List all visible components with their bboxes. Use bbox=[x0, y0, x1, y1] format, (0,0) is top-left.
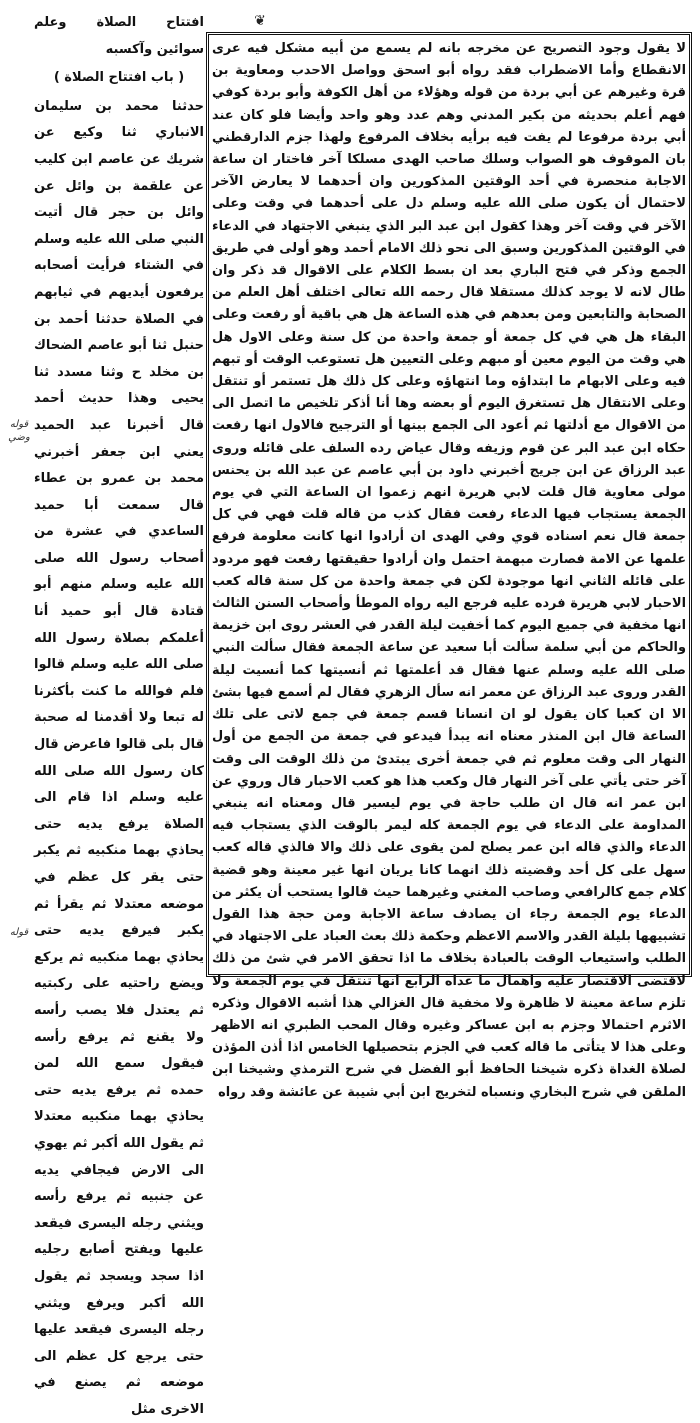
commentary-text: لا يقول وجود التصريح عن مخرجه بانه لم يسمع من أبيه مشكل فيه عرى الانقطاع وأما الاضطراب فقد رواه أبو اسحق وواصل الاحدب ومعاوية بن قرة وغيرهم عن أبي بردة من قوله وهؤلاء من أهل الكوفة وأبو بردة كوفي فهم أعلم بحديثه من بكير المدني وهم عدد وهو واحد وأيضا فلو كان عند أبي بردة مرفوعا لم يفت فيه برأيه بخلاف المرفوع ولهذا جزم الدارقطني بان الموقوف هو الصواب وسلك صاحب الهدى مسلكا آخر فاختار ان ساعة الاجابة منحصرة في أحد الوقتين المذكورين وان أحدهما لا يعارض الآخر لاحتمال أن يكون صلى الله عليه وسلم دل على أحدهما في وقت وعلى الآخر في وقت آخر وهذا كقول ابن عبد البر الذي ينبغي الاجتهاد في الدعاء في الوقتين المذكورين وسبق الى نحو ذلك الامام أحمد وهو أولى في طريق الجمع وذكر في فتح الباري بعد ان بسط الكلام على الاقوال قد ذكر وان طال لانه لا يوجد كذلك مستقلا قال رحمه الله تعالى اختلف أهل العلم من الصحابة والتابعين ومن بعدهم في هذه الساعة هل هي باقية أو رفعت وعلى البقاء هل هي في كل جمعة أو جمعة واحدة من كل سنة وعلى الاول هل هي وقت من اليوم معين أو مبهم وعلى التعيين هل تستوعب الوقت أو تبهم فيه وعلى الابهام ما ابتداؤه وما انتهاؤه وعلى كل ذلك هل تستمر أو تنتقل وعلى الانتقال هل تستغرق اليوم أو بعضه وها أنا أذكر تلخيص ما اتصل الى من الاقوال مع أدلتها ثم أعود الى الجمع بينها أو الترجيح فالاول انها رفعت حكاه ابن عبد البر عن قوم وزيفه وقال عياض رده السلف على قائله وروى عبد الرزاق عن ابن جريج أخبرني داود بن أبي عاصم عن عبد الله بن يحنس مولى معاوية قال قلت لابي هريرة انهم زعموا ان الساعة التي في يوم الجمعة يستجاب فيها الدعاء رفعت فقال كذب من قاله قلت فهي في كل جمعة قال نعم اسناده قوي وفي الهدى ان أرادوا انها كانت معلومة فرفع علمها عن الامة فصارت مبهمة احتمل وان أرادوا حقيقتها رفعت فهو مردود على قائله الثاني انها موجودة لكن في جمعة واحدة من كل سنة قاله كعب الاحبار لابي هريرة فرده عليه فرجع اليه رواه الموطأ وأصحاب السنن الثالث انها مخفية في جميع اليوم كما أخفيت ليلة القدر في العشر روى ابن خزيمة والحاكم من أبي سلمة سألت أبا سعيد عن ساعة الجمعة فقال سألت النبي صلى الله عليه وسلم عنها فقال قد أعلمتها ثم أنسيتها كما أنسيت ليلة القدر وروى عبد الرزاق عن معمر انه سأل الزهري فقال لم أسمع فيها بشئ الا ان كعبا كان يقول لو ان انسانا قسم جمعة في جمع لاتى على تلك الساعة قال ابن المنذر معناه انه يبدأ فيدعو في جمعة من الجمع من أول النهار الى وقت معلوم ثم في جمعة أخرى يبتدئ من ذلك الوقت الى وقت آخر حتى يأتي على آخر النهار قال وكعب هذا هو كعب الاحبار قال وروي عن ابن عمر انه قال ان طلب حاجة في يوم ليسير قال ومعناه انه ينبغي المداومة على الدعاء في يوم الجمعة كله ليمر بالوقت الذي يستجاب فيه الدعاء والذي قاله ابن عمر يصلح لمن يقوى على ذلك والا فالذي قاله كعب سهل على كل أحد وقضيته ذلك انهما كانا يريان انها غير معينة وهو قضية كلام جمع كالرافعي وصاحب المغني وغيرهما حيث قالوا يستحب أن يكثر من الدعاء يوم الجمعة رجاء ان يصادف ساعة الاجابة ومن حجة هذا القول تشبيهها بليلة القدر والاسم الاعظم وحكمة ذلك بعث العباد على الاجتهاد في الطلب واستيعاب الوقت بالعبادة بخلاف ما اذا تحقق الامر في شئ من ذلك لاقتضى الاقتصار عليه واهمال ما عداه الرابع انها تنتقل في يوم الجمعة ولا تلزم ساعة معينة لا ظاهرة ولا مخفية قال الغزالي هذا أشبه الاقوال وذكره الاثرم احتمالا وجزم به ابن عساكر وغيره وقال المحب الطبري انه الاظهر وعلى هذا لا يتأتى ما قاله كعب في الجزم بتحصيلها الخامس اذا أذن المؤذن لصلاة الغداة ذكره شيخنا الحافظ أبو الفضل في شرح الترمذي وشيخنا ابن الملقن في شرح البخاري ونسباه لتخريج ابن أبي شيبة عن عائشة وقد رواه bbox=[212, 41, 686, 1100]
hadith-margin-column bbox=[34, 10, 204, 1417]
chapter-title: ( باب افتتاح الصلاة ) bbox=[53, 70, 185, 86]
side-note-lower: قوله bbox=[9, 927, 29, 938]
commentary-column bbox=[212, 38, 686, 1100]
margin-intro-text: افتتاح الصلاة وعلم سوائين وآكسبه bbox=[34, 15, 204, 57]
margin-hadith-text: حدثنا محمد بن سليمان الانباري ثنا وكيع عن شريك عن عاصم ابن كليب عن علقمة بن وائل عن وائل بن حجر قال أتيت النبي صلى الله عليه وسلم في الشتاء فرأيت أصحابه يرفعون أيديهم في ثيابهم في الصلاة حدثنا أحمد بن حنبل ثنا أبو عاصم الضحاك بن مخلد ح وثنا مسدد ثنا يحيى وهذا حديث أحمد قال أخبرنا عبد الحميد يعني ابن جعفر أخبرني محمد بن عمرو بن عطاء قال سمعت أبا حميد الساعدي في عشرة من أصحاب رسول الله صلى الله عليه وسلم منهم أبو قتادة قال أبو حميد أنا أعلمكم بصلاة رسول الله صلى الله عليه وسلم قالوا فلم فوالله ما كنت بأكثرنا له تبعا ولا أقدمنا له صحبة قال بلى قالوا فاعرض قال كان رسول الله صلى الله عليه وسلم اذا قام الى الصلاة يرفع يديه حتى يحاذي بهما منكبيه ثم يكبر حتى يقر كل عظم في موضعه معتدلا ثم يقرأ ثم يكبر فيرفع يديه حتى يحاذي بهما منكبيه ثم يركع ويضع راحتيه على ركبتيه ثم يعتدل فلا يصب رأسه ولا يقنع ثم يرفع رأسه فيقول سمع الله لمن حمده ثم يرفع يديه حتى يحاذي بهما منكبيه معتدلا ثم يقول الله أكبر ثم يهوي الى الارض فيجافي يديه عن جنبيه ثم يرفع رأسه ويثني رجله اليسرى فيقعد عليها ويفتح أصابع رجليه اذا سجد ويسجد ثم يقول الله أكبر ويرفع ويثني رجله اليسرى فيقعد عليها حتى يرجع كل عظم الى موضعه ثم يصنع في الاخرى مثل bbox=[34, 98, 204, 1417]
side-note-upper: قوله وضي bbox=[8, 419, 30, 443]
page-ornament: ❦ bbox=[254, 13, 266, 29]
